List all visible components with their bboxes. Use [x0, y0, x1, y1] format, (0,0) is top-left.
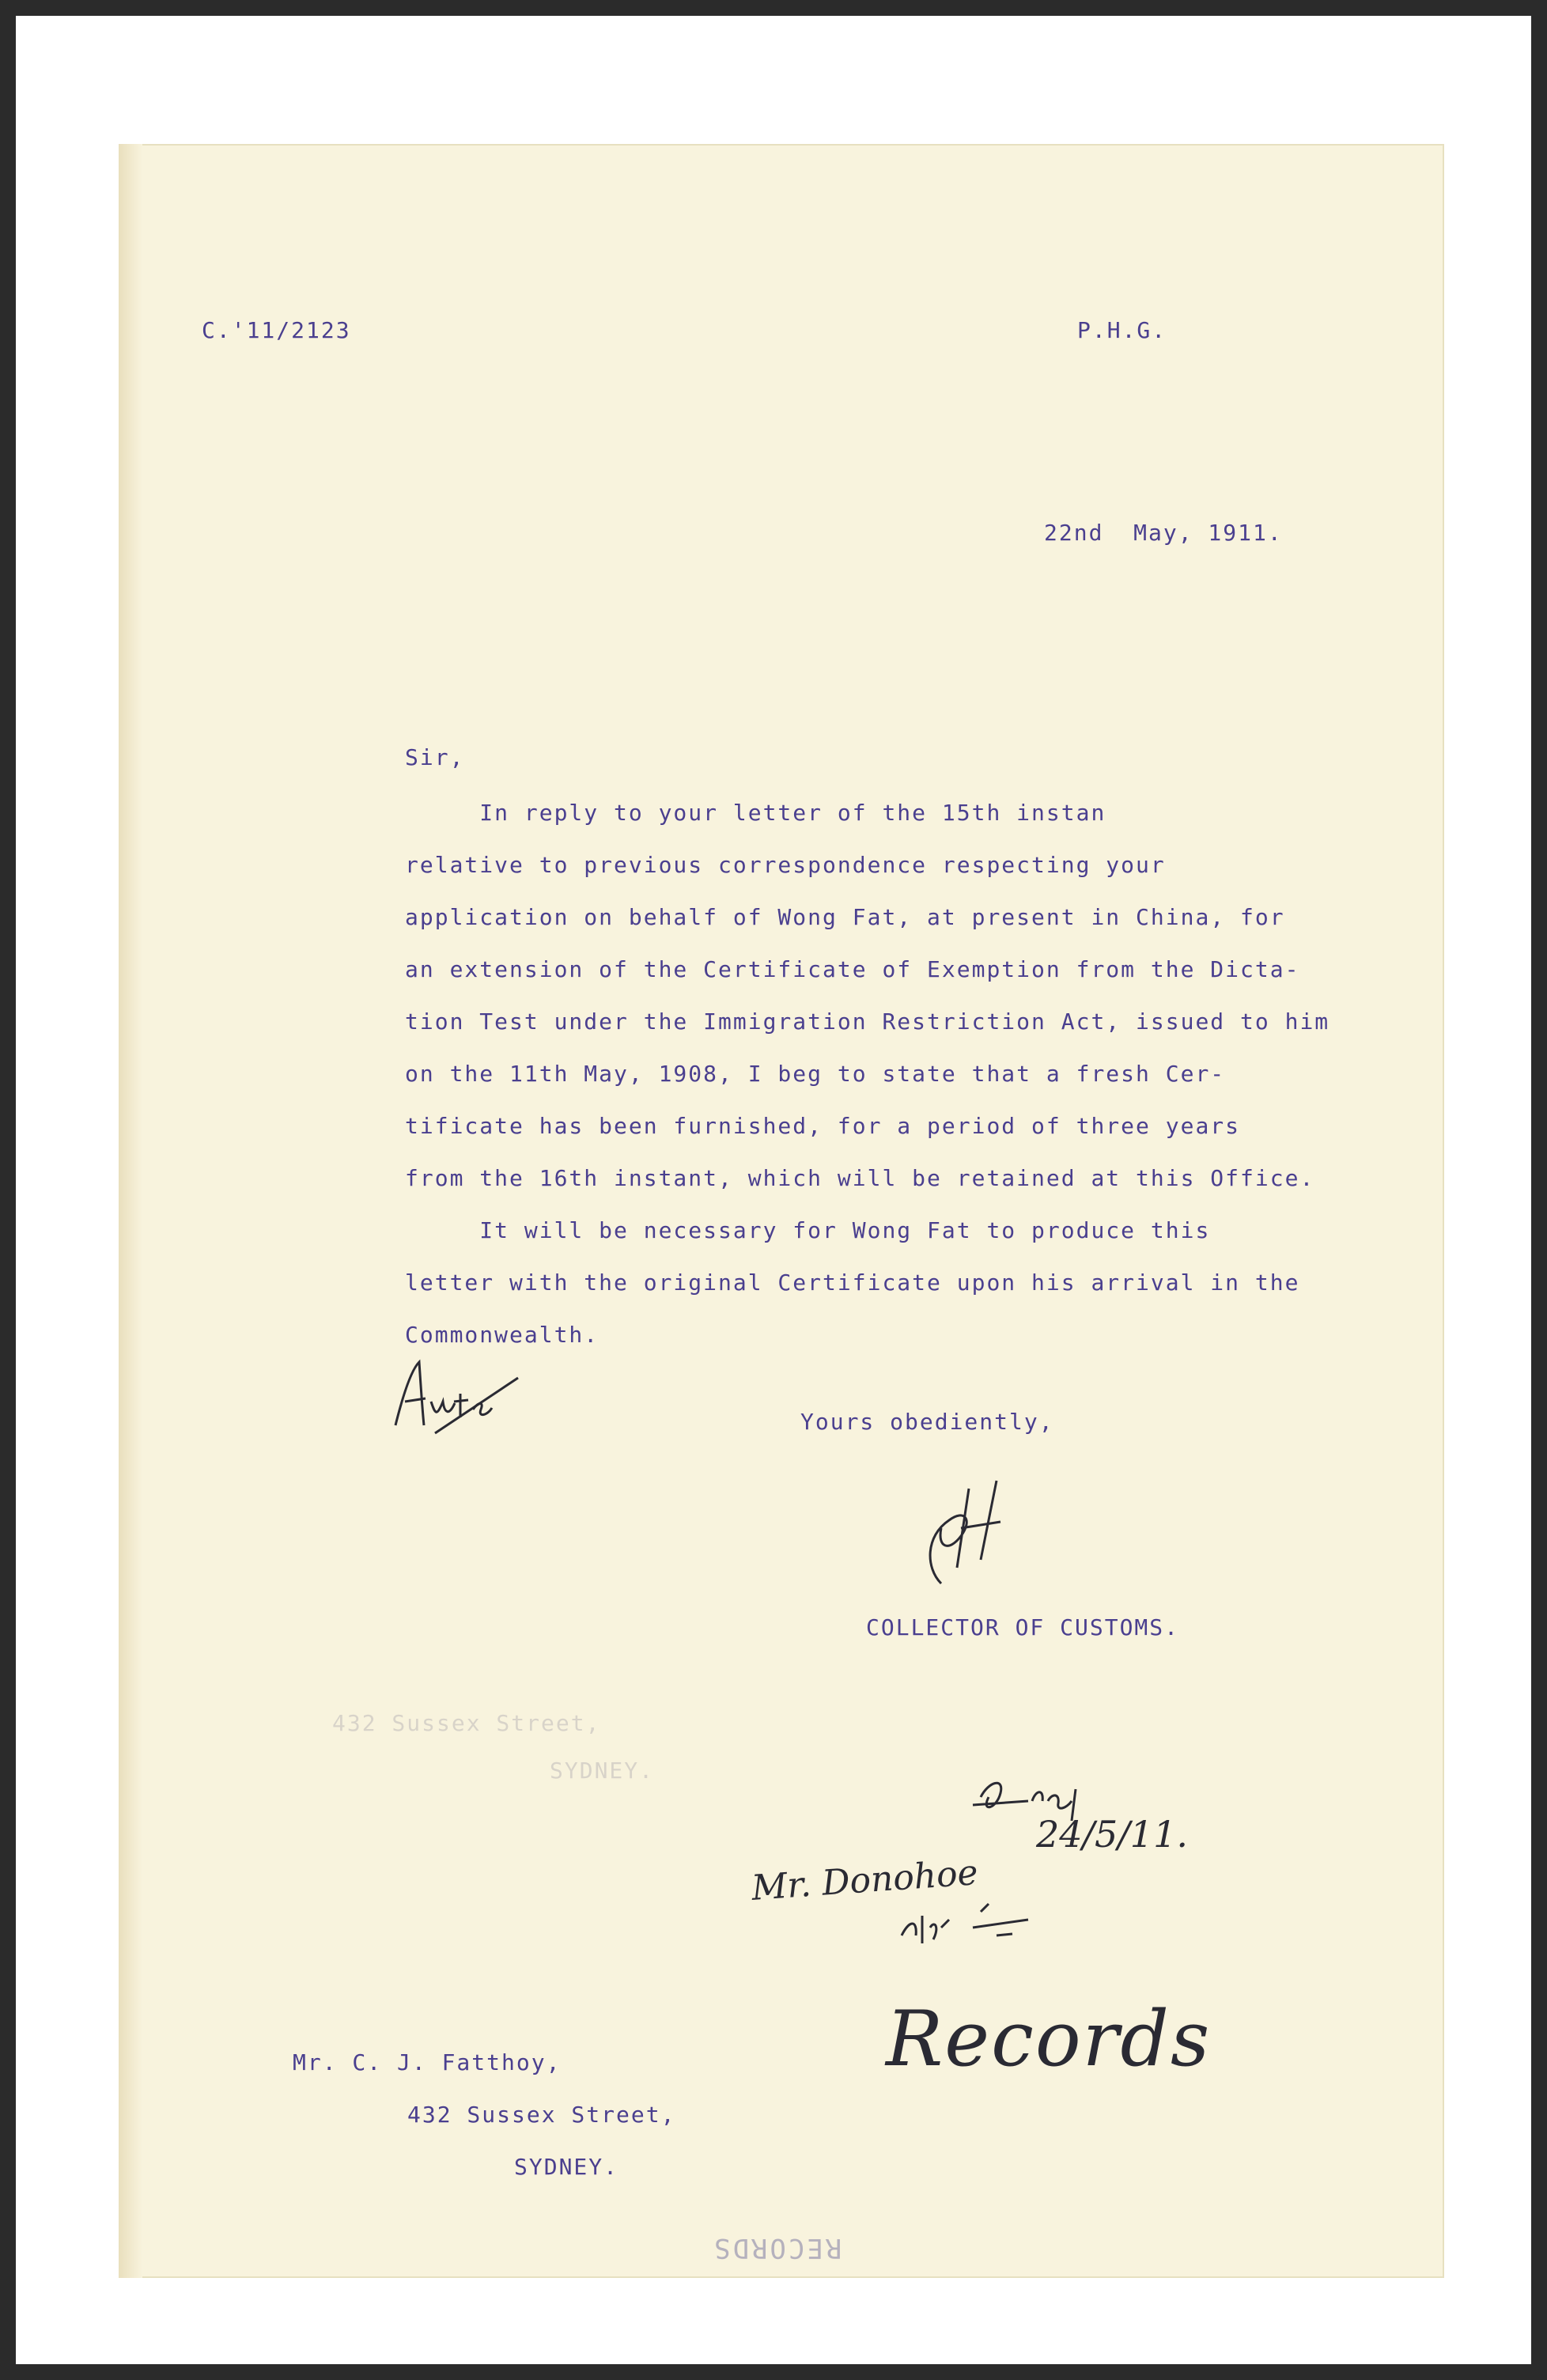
addressee-street: 432 Sussex Street, [407, 2102, 676, 2128]
signatory-title: COLLECTOR OF CUSTOMS. [866, 1614, 1180, 1640]
body-line-1: In reply to your letter of the 15th instan [405, 800, 1106, 826]
body-line-2: relative to previous correspondence respecting your [405, 852, 1166, 878]
closing: Yours obediently, [800, 1409, 1054, 1435]
addressee-city: SYDNEY. [514, 2154, 619, 2180]
body-line-3: application on behalf of Wong Fat, at present in China, for [405, 904, 1285, 930]
records-stamp: RECORDS [712, 2232, 842, 2264]
body-line-8: from the 16th instant, which will be retained at this Office. [405, 1165, 1315, 1191]
addressee-name: Mr. C. J. Fatthoy, [293, 2049, 562, 2075]
handwritten-initials-left [388, 1346, 522, 1441]
letter-date: 22nd May, 1911. [1044, 520, 1283, 546]
handwritten-records: Records [886, 1995, 1212, 2083]
salutation: Sir, [405, 744, 465, 770]
letter-page [119, 144, 1444, 2278]
handwritten-name-note: Mr. Donohoe [750, 1852, 980, 1909]
handwritten-initials-small [894, 1896, 1052, 1959]
body-line-11: Commonwealth. [405, 1322, 600, 1348]
show-through-street: 432 Sussex Street, [332, 1710, 601, 1736]
show-through-city: SYDNEY. [550, 1758, 655, 1784]
file-reference: C.'11/2123 [202, 317, 351, 343]
body-line-7: tificate has been furnished, for a period of three years [405, 1113, 1241, 1139]
body-line-5: tion Test under the Immigration Restriction Act, issued to him [405, 1008, 1330, 1035]
body-line-6: on the 11th May, 1908, I beg to state that a fresh Cer- [405, 1061, 1226, 1087]
body-line-4: an extension of the Certificate of Exemption from the Dicta- [405, 956, 1300, 982]
body-line-9: It will be necessary for Wong Fat to produce this [405, 1217, 1211, 1243]
handwritten-date: 24/5/11. [1036, 1813, 1188, 1856]
initials-header: P.H.G. [1077, 317, 1167, 343]
body-line-10: letter with the original Certificate upon his arrival in the [405, 1269, 1300, 1296]
signature-collector [894, 1473, 1036, 1591]
scan-frame [16, 16, 1531, 2364]
